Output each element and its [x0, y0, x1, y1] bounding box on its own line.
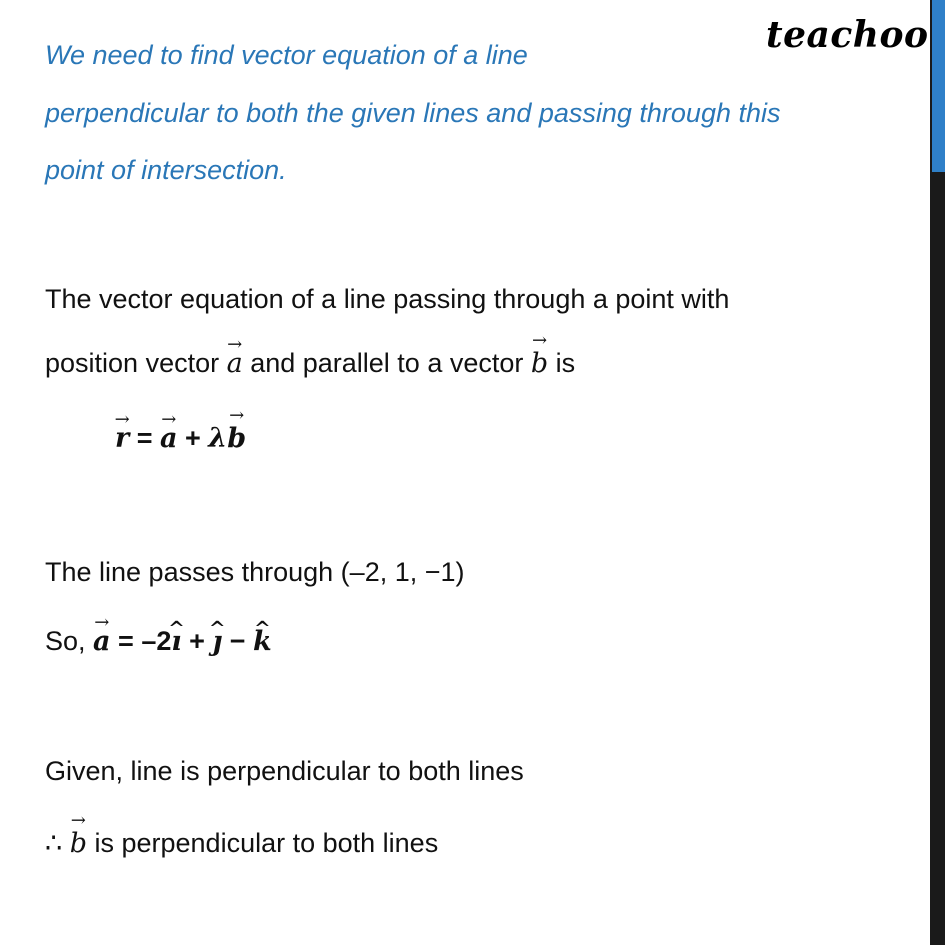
intro-line-1: We need to find vector equation of a line: [45, 40, 528, 70]
therefore-line: [45, 830, 438, 857]
intro-line-3: point of intersection.: [45, 155, 287, 185]
intro-line-2: perpendicular to both the given lines and passing through this: [45, 98, 781, 128]
therefore-text: is perpendicular to both lines: [86, 828, 439, 858]
j-hat: ^ ȷ: [212, 628, 222, 655]
so-plus: +: [181, 626, 213, 656]
statement-text-mid: and parallel to a vector: [242, 348, 531, 378]
scrollbar[interactable]: [930, 0, 945, 945]
so-equals: =: [110, 626, 142, 656]
i-hat: ^ ı: [171, 628, 181, 655]
formula-equals: =: [129, 423, 161, 453]
so-minus: −: [222, 626, 253, 656]
formula-a: → a: [160, 425, 178, 452]
k-hat: ^ k: [253, 628, 272, 655]
so-a: → a: [93, 628, 111, 655]
statement-line-1: The vector equation of a line passing through a point with: [45, 284, 730, 314]
vector-b-symbol: → b: [531, 350, 548, 377]
statement-text-post: is: [548, 348, 576, 378]
position-vector-line: [45, 628, 272, 655]
so-coef: –2: [141, 626, 172, 656]
statement-text-pre: position vector: [45, 348, 227, 378]
formula-lambda: λ: [208, 423, 228, 454]
passes-through-line: The line passes through (–2, 1, −1): [45, 557, 465, 587]
vector-a-symbol: → a: [227, 350, 243, 377]
formula-plus: +: [177, 423, 209, 453]
therefore-symbol: ∴: [45, 828, 70, 858]
formula-r: → r: [115, 425, 129, 452]
formula-b: → b: [227, 425, 246, 452]
teachoo-logo: teachoo: [766, 14, 929, 56]
statement-line-2: [45, 350, 575, 377]
so-label: So,: [45, 626, 94, 656]
vector-line-formula: [115, 425, 246, 452]
scrollbar-thumb[interactable]: [932, 0, 945, 172]
given-line: Given, line is perpendicular to both lines: [45, 756, 524, 786]
therefore-b: → b: [70, 830, 87, 857]
